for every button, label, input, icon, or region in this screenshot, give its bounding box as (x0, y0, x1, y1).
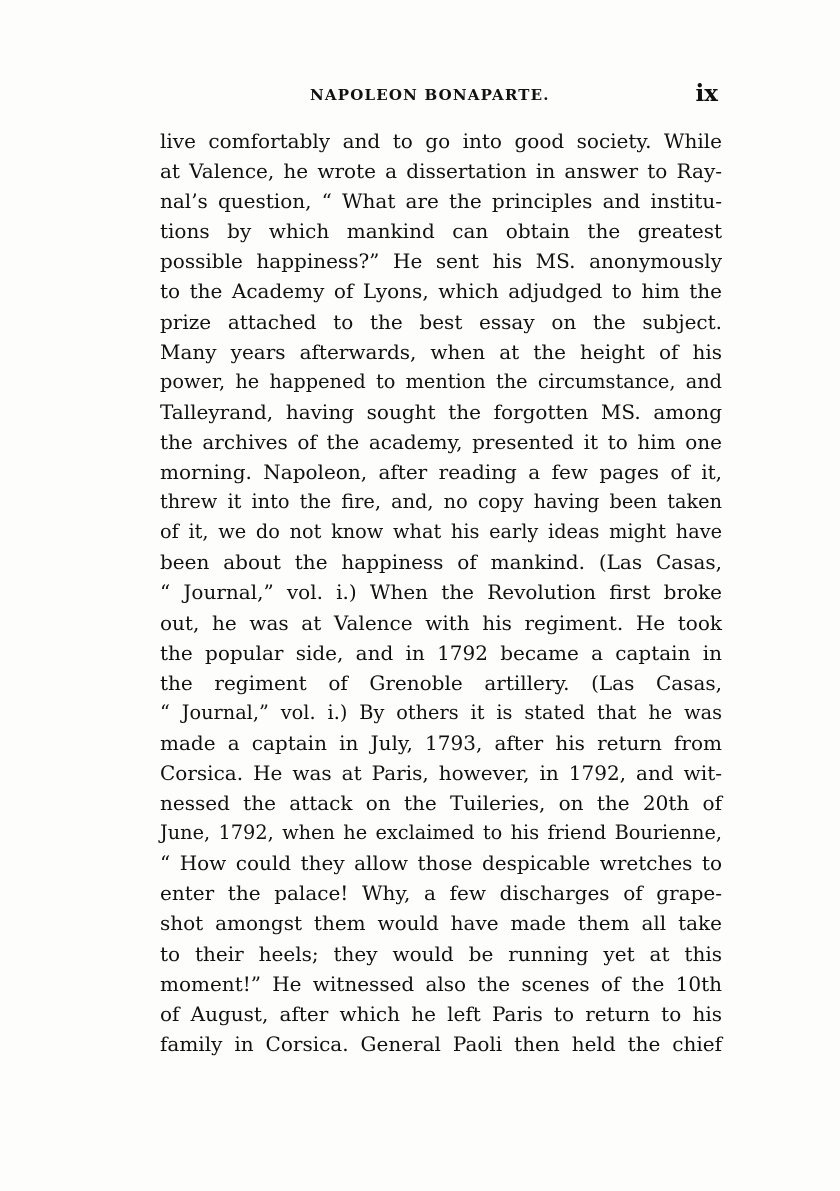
text-line: moment!” He witnessed also the scenes of the 10th (160, 971, 722, 996)
text-line: the regiment of Grenoble artillery. (Las Casas, (160, 670, 722, 695)
text-line: Corsica. He was at Paris, however, in 1792, and wit- (160, 760, 722, 785)
text-line: been about the happiness of mankind. (Las Casas, (160, 550, 722, 575)
text-line: Talleyrand, having sought the forgotten MS. among (160, 399, 722, 424)
text-line: the popular side, and in 1792 became a captain in (160, 640, 722, 665)
text-line: “ Journal,” vol. i.) When the Revolution first broke (160, 580, 722, 605)
page-number: ix (695, 80, 718, 107)
text-line: possible happiness?” He sent his MS. anonymously (160, 249, 722, 274)
text-line: of it, we do not know what his early ideas might have (160, 520, 722, 544)
text-line: morning. Napoleon, after reading a few pages of it, (160, 460, 722, 485)
running-title: NAPOLEON BONAPARTE. (310, 86, 550, 104)
text-line: nessed the attack on the Tuileries, on the 20th of (160, 791, 722, 816)
text-line: threw it into the fire, and, no copy having been taken (160, 490, 722, 514)
text-line: made a captain in July, 1793, after his return from (160, 730, 722, 755)
text-line: enter the palace! Why, a few discharges of grape- (160, 881, 722, 906)
text-line: June, 1792, when he exclaimed to his friend Bourienne, (160, 821, 722, 845)
page-header (160, 82, 720, 112)
text-line: shot amongst them would have made them all take (160, 911, 722, 936)
text-line: tions by which mankind can obtain the greatest (160, 219, 722, 244)
text-line: prize attached to the best essay on the subject. (160, 309, 722, 334)
text-line: nal’s question, “ What are the principles and institu- (160, 189, 722, 214)
text-line: live comfortably and to go into good society. While (160, 129, 722, 153)
text-line: power, he happened to mention the circumstance, and (160, 369, 722, 393)
text-line: the archives of the academy, presented it to him one (160, 429, 722, 454)
text-line: family in Corsica. General Paoli then held the chief (160, 1031, 722, 1056)
text-line: “ How could they allow those despicable wretches to (160, 851, 722, 876)
text-line: at Valence, he wrote a dissertation in answer to Ray- (160, 159, 722, 184)
text-line: “ Journal,” vol. i.) By others it is stated that he was (160, 700, 722, 724)
body-text (160, 126, 722, 1059)
text-line: of August, after which he left Paris to return to his (160, 1001, 722, 1026)
text-line: to their heels; they would be running yet at this (160, 941, 722, 966)
text-line: out, he was at Valence with his regiment. He took (160, 610, 722, 635)
text-line: Many years afterwards, when at the height of his (160, 339, 722, 364)
text-line: to the Academy of Lyons, which adjudged to him the (160, 279, 722, 304)
